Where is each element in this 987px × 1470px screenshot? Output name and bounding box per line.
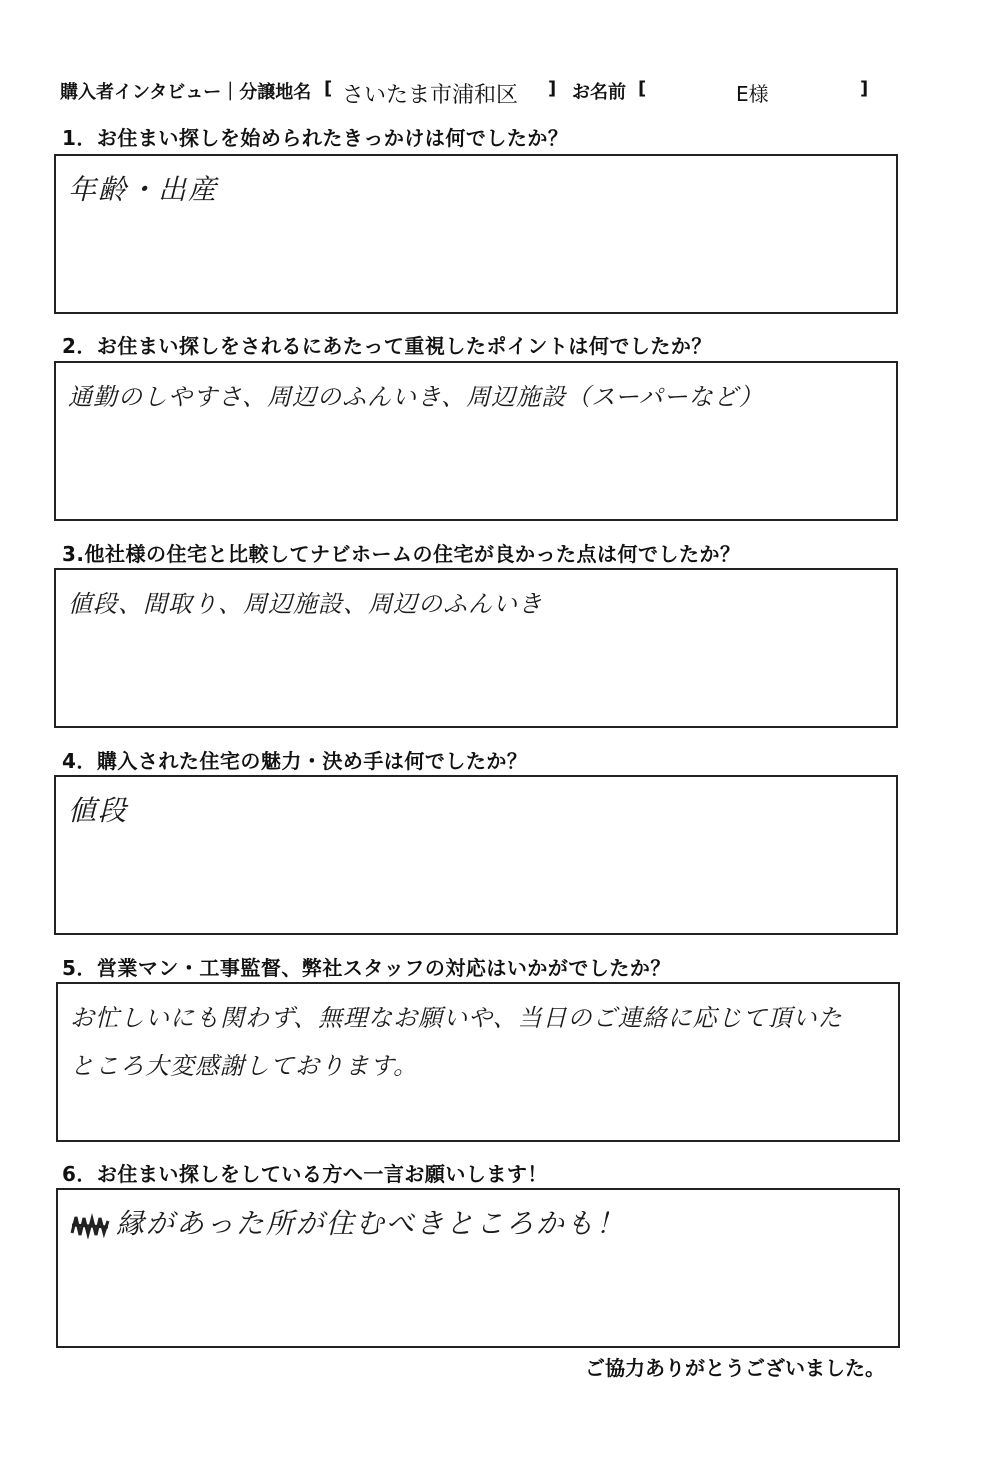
question-5: 5．営業マン・工事監督、弊社スタッフの対応はいかがでしたか？ [62,956,671,980]
question-4: 4．購入された住宅の魅力・決め手は何でしたか？ [62,749,528,773]
answer-5-line-1: お忙しいにも関わず、無理なお願いや、当日のご連絡に応じて頂いた [70,1004,843,1032]
question-2: 2．お住まい探しをされるにあたって重視したポイントは何でしたか？ [62,334,712,358]
answer-1: 年齢・出産 [68,173,219,206]
bracket-close: ] [860,78,869,99]
answer-box-2 [54,361,898,521]
bracket-open: [ [324,78,333,99]
customer-name: E様 [736,82,769,106]
answer-6-wrapper [70,1200,888,1248]
name-label: お名前 [572,82,626,103]
thanks-message: ご協力ありがとうございました。 [585,1356,885,1380]
question-6: 6．お住まい探しをしている方へ一言お願いします！ [62,1162,548,1186]
answer-5 [70,994,888,1090]
bracket-close: ] [548,78,557,99]
survey-header [60,78,940,108]
answer-box-3 [54,568,898,728]
answer-6: 縁があった所が住むべきところかも！ [116,1207,626,1240]
subdivision-name: さいたま市浦和区 [342,83,519,108]
answer-4: 値段 [68,794,129,827]
bracket-open: [ [638,78,647,99]
question-1: 1．お住まい探しを始められたきっかけは何でしたか？ [62,126,569,150]
answer-box-6 [56,1188,900,1348]
answer-2: 通勤のしやすさ、周辺のふんいき、周辺施設（スーパーなど） [68,383,764,411]
answer-3: 値段、間取り、周辺施設、周辺のふんいき [68,590,543,618]
answer-box-1 [54,154,898,314]
answer-box-4 [54,775,898,935]
question-3: 3.他社様の住宅と比較してナビホームの住宅が良かった点は何でしたか？ [62,542,741,566]
scribble-icon [70,1213,110,1239]
answer-box-5 [56,982,900,1142]
header-label: 購入者インタビュー｜分譲地名 [60,82,312,103]
answer-5-line-2: ところ大変感謝しております。 [70,1052,419,1080]
